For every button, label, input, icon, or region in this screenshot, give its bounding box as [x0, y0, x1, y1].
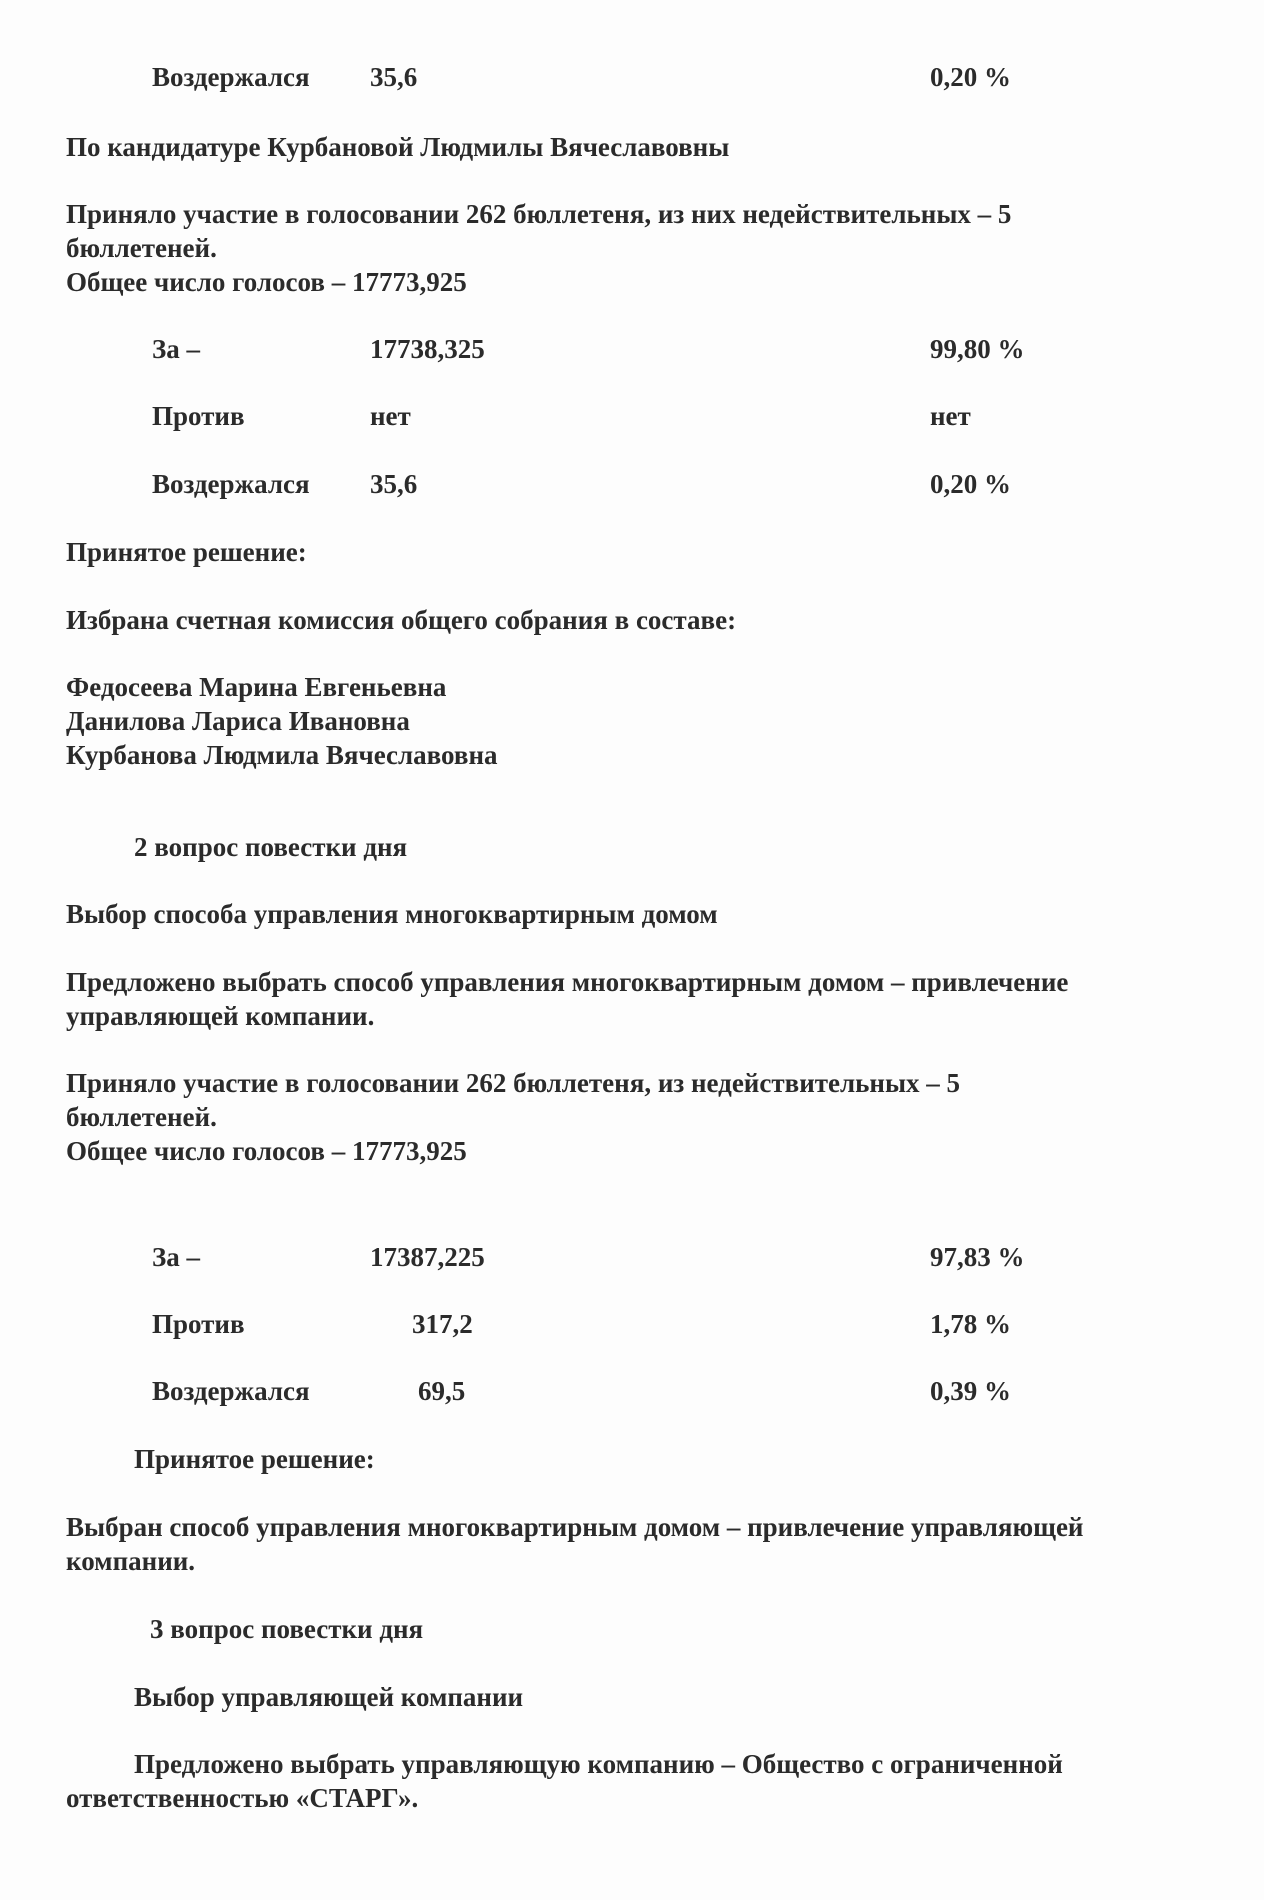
vote-label-abstain: Воздержался [152, 62, 310, 92]
vote-label-against: Против [152, 1309, 245, 1339]
vote-value-against: нет [370, 401, 411, 431]
decision-text: Избрана счетная комиссия общего собрания в составе: [66, 605, 737, 635]
question2-proposal-line1: Предложено выбрать способ управления многоквартирным домом – привлечение [66, 967, 1069, 997]
vote-percent-for: 97,83 % [930, 1242, 1025, 1272]
question2-participation-line1: Приняло участие в голосовании 262 бюллетеня, из недействительных – 5 [66, 1068, 961, 1098]
question2-heading: 2 вопрос повестки дня [134, 832, 408, 862]
candidate-total-votes: Общее число голосов – 17773,925 [66, 267, 467, 297]
vote-value-for: 17387,225 [370, 1242, 485, 1272]
vote-percent-against: нет [930, 401, 971, 431]
candidate-participation-line1: Приняло участие в голосовании 262 бюллетеня, из них недействительных – 5 [66, 199, 1012, 229]
vote-label-abstain: Воздержался [152, 469, 310, 499]
vote-label-abstain: Воздержался [152, 1376, 310, 1406]
question2-total-votes: Общее число голосов – 17773,925 [66, 1136, 467, 1166]
question3-proposal-line1: Предложено выбрать управляющую компанию – Общество с ограниченной [134, 1749, 1063, 1779]
member-name: Курбанова Людмила Вячеславовна [66, 740, 498, 770]
vote-value-for: 17738,325 [370, 334, 485, 364]
question2-proposal-line2: управляющей компании. [66, 1001, 375, 1031]
vote-label-for: За – [152, 1242, 201, 1272]
vote-value-abstain: 35,6 [370, 469, 418, 499]
member-name: Федосеева Марина Евгеньевна [66, 672, 447, 702]
question2-participation-line2: бюллетеней. [66, 1102, 217, 1132]
vote-label-against: Против [152, 401, 245, 431]
vote-percent-for: 99,80 % [930, 334, 1025, 364]
candidate-participation-line2: бюллетеней. [66, 233, 217, 263]
decision-heading: Принятое решение: [134, 1444, 375, 1474]
vote-value-abstain: 69,5 [418, 1376, 466, 1406]
decision-line2: компании. [66, 1546, 196, 1576]
question2-title: Выбор способа управления многоквартирным домом [66, 899, 718, 929]
question3-title: Выбор управляющей компании [134, 1682, 524, 1712]
vote-label-for: За – [152, 334, 201, 364]
vote-value-against: 317,2 [412, 1309, 473, 1339]
vote-value-abstain: 35,6 [370, 62, 418, 92]
vote-percent-abstain: 0,39 % [930, 1376, 1011, 1406]
decision-heading: Принятое решение: [66, 537, 307, 567]
question3-proposal-line2: ответственностью «СТАРГ». [66, 1783, 419, 1813]
candidate-heading: По кандидатуре Курбановой Людмилы Вячеславовны [66, 132, 730, 162]
decision-line1: Выбран способ управления многоквартирным домом – привлечение управляющей [66, 1512, 1084, 1542]
vote-percent-against: 1,78 % [930, 1309, 1011, 1339]
question3-heading: 3 вопрос повестки дня [150, 1614, 424, 1644]
member-name: Данилова Лариса Ивановна [66, 706, 410, 736]
vote-percent-abstain: 0,20 % [930, 62, 1011, 92]
vote-percent-abstain: 0,20 % [930, 469, 1011, 499]
